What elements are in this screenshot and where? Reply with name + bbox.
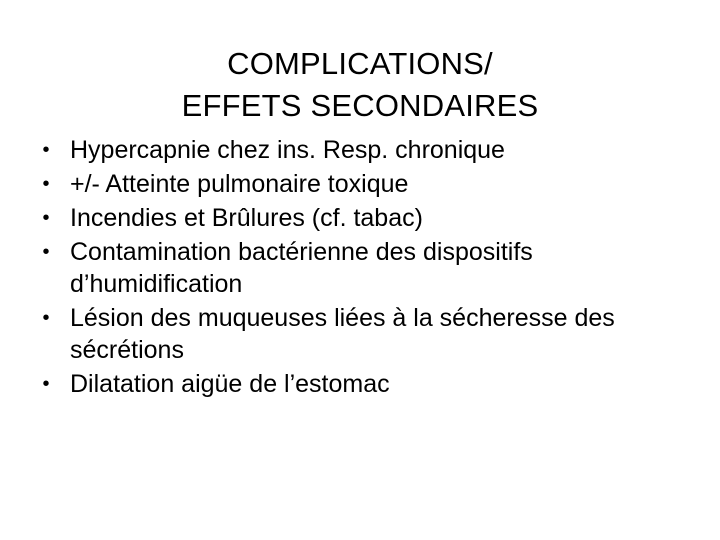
bullet-text: Incendies et Brûlures (cf. tabac) [70,204,423,232]
bullet-list [36,134,696,402]
bullet-icon: • [42,307,50,329]
bullet-item-hypercapnie [36,134,696,166]
bullet-text: Dilatation aigüe de l’estomac [70,370,390,398]
bullet-text: Contamination bactérienne des dispositifs d’humidification [70,238,533,298]
slide-title-line-1: COMPLICATIONS/ [227,45,493,81]
bullet-text: +/- Atteinte pulmonaire toxique [70,170,409,198]
bullet-item-contamination [36,236,696,300]
bullet-item-atteinte-pulmonaire [36,168,696,200]
bullet-icon: • [42,241,50,263]
bullet-text: Hypercapnie chez ins. Resp. chronique [70,136,505,164]
slide-title-line-2: EFFETS SECONDAIRES [181,87,539,123]
bullet-text: Lésion des muqueuses liées à la sécheresse des sécrétions [70,304,615,364]
bullet-icon: • [42,373,50,395]
bullet-item-incendies [36,202,696,234]
bullet-icon: • [42,207,50,229]
bullet-item-lesion-muqueuses [36,302,696,366]
bullet-item-dilatation-estomac [36,368,696,400]
slide-title [60,43,660,127]
bullet-icon: • [42,173,50,195]
bullet-icon: • [42,139,50,161]
